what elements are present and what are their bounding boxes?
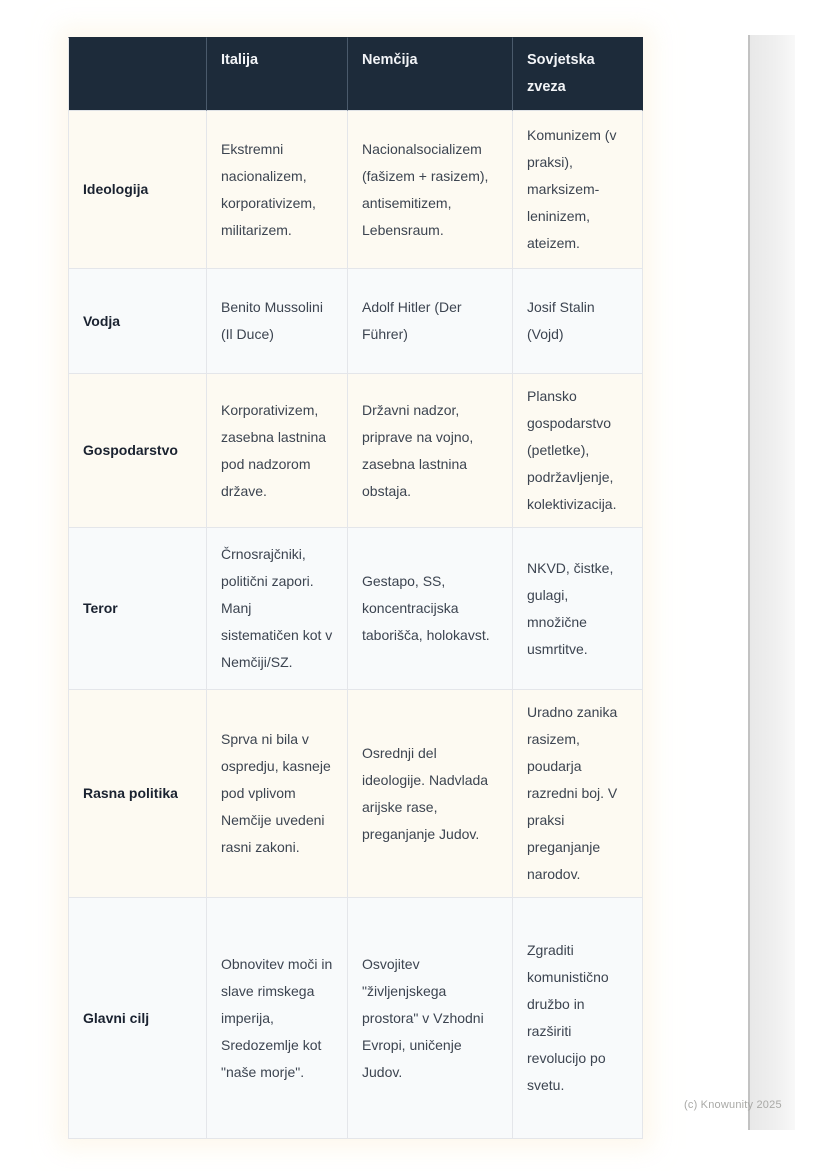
cell-cilj-italija: Obnovitev moči in slave rimskega imperija, Sredozemlje kot "naše morje". xyxy=(207,898,348,1139)
cell-rasna-italija: Sprva ni bila v ospredju, kasneje pod vplivom Nemčije uvedeni rasni zakoni. xyxy=(207,690,348,898)
watermark-text: (c) Knowunity 2025 xyxy=(684,1099,782,1111)
table-row-vodja xyxy=(68,269,643,374)
cell-ideologija-italija: Ekstremni nacionalizem, korporativizem, militarizem. xyxy=(207,111,348,269)
table-row-glavni-cilj xyxy=(68,898,643,1139)
cell-teror-italija: Črnosrajčniki, politični zapori. Manj sistematičen kot v Nemčiji/SZ. xyxy=(207,528,348,690)
cell-ideologija-sovjetska: Komunizem (v praksi), marksizem-leninizem, ateizem. xyxy=(513,111,643,269)
row-label: Gospodarstvo xyxy=(68,374,207,528)
cell-rasna-sovjetska: Uradno zanika rasizem, poudarja razredni boj. V praksi preganjanje narodov. xyxy=(513,690,643,898)
scrollbar[interactable] xyxy=(748,35,795,1130)
cell-vodja-nemcija: Adolf Hitler (Der Führer) xyxy=(348,269,513,374)
comparison-table xyxy=(68,37,643,1139)
cell-gospodarstvo-sovjetska: Plansko gospodarstvo (petletke), podržavljenje, kolektivizacija. xyxy=(513,374,643,528)
table-row-teror xyxy=(68,528,643,690)
row-label: Teror xyxy=(68,528,207,690)
cell-rasna-nemcija: Osrednji del ideologije. Nadvlada arijske rase, preganjanje Judov. xyxy=(348,690,513,898)
row-label: Ideologija xyxy=(68,111,207,269)
cell-teror-nemcija: Gestapo, SS, koncentracijska taborišča, holokavst. xyxy=(348,528,513,690)
cell-vodja-sovjetska: Josif Stalin (Vojd) xyxy=(513,269,643,374)
header-cell-nemcija: Nemčija xyxy=(348,37,513,111)
cell-teror-sovjetska: NKVD, čistke, gulagi, množične usmrtitve. xyxy=(513,528,643,690)
header-cell-empty xyxy=(68,37,207,111)
cell-gospodarstvo-italija: Korporativizem, zasebna lastnina pod nadzorom države. xyxy=(207,374,348,528)
cell-ideologija-nemcija: Nacionalsocializem (fašizem + rasizem), antisemitizem, Lebensraum. xyxy=(348,111,513,269)
row-label: Glavni cilj xyxy=(68,898,207,1139)
table-row-gospodarstvo xyxy=(68,374,643,528)
row-label: Vodja xyxy=(68,269,207,374)
table-row-ideologija xyxy=(68,111,643,269)
header-cell-sovjetska-zveza: Sovjetska zveza xyxy=(513,37,643,111)
cell-vodja-italija: Benito Mussolini (Il Duce) xyxy=(207,269,348,374)
cell-cilj-sovjetska: Zgraditi komunistično družbo in razširiti revolucijo po svetu. xyxy=(513,898,643,1139)
table-row-rasna-politika xyxy=(68,690,643,898)
table-header-row xyxy=(68,37,643,111)
cell-cilj-nemcija: Osvojitev "življenjskega prostora" v Vzhodni Evropi, uničenje Judov. xyxy=(348,898,513,1139)
header-cell-italija: Italija xyxy=(207,37,348,111)
cell-gospodarstvo-nemcija: Državni nadzor, priprave na vojno, zasebna lastnina obstaja. xyxy=(348,374,513,528)
row-label: Rasna politika xyxy=(68,690,207,898)
